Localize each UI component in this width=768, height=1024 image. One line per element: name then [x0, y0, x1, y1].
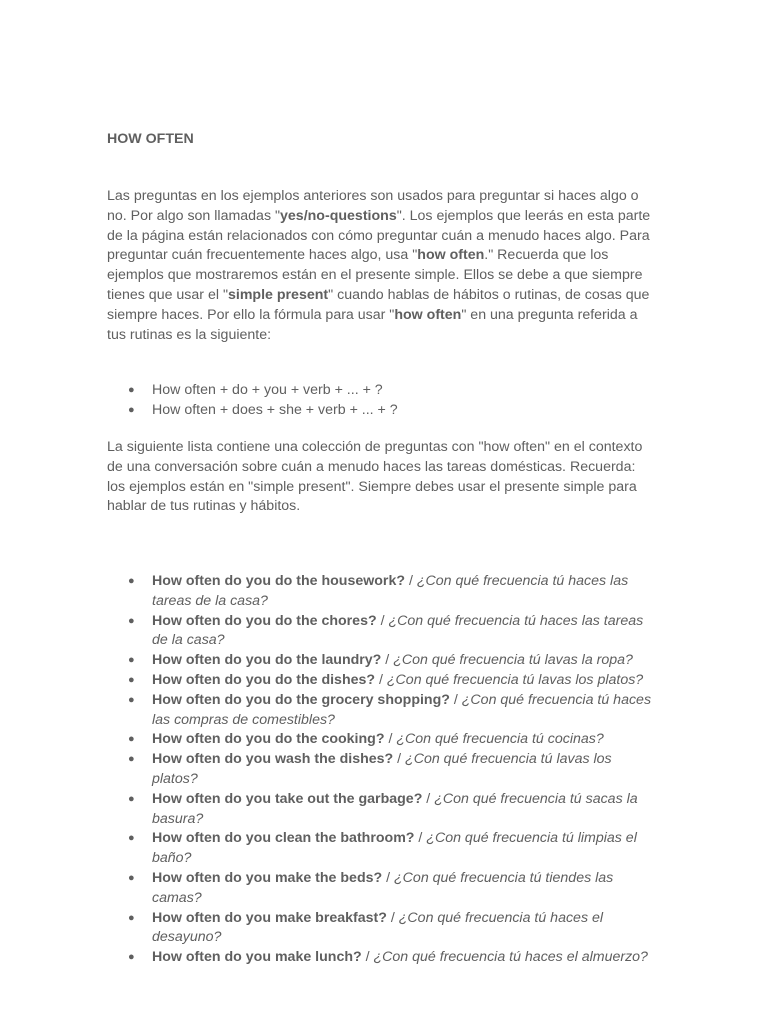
separator: /	[384, 731, 397, 748]
formula-list	[107, 381, 655, 421]
question-spanish: ¿Con qué frecuencia tú haces las tareas de la casa?	[152, 612, 644, 649]
list-item	[107, 612, 655, 652]
question-spanish: ¿Con qué frecuencia tú haces el desayuno?	[152, 909, 604, 946]
question-spanish: ¿Con qué frecuencia tú lavas la ropa?	[393, 652, 633, 669]
list-item	[107, 572, 655, 612]
section-heading: HOW OFTEN	[107, 131, 194, 147]
question-spanish: ¿Con qué frecuencia tú cocinas?	[396, 731, 604, 748]
question-spanish: ¿Con qué frecuencia tú limpias el baño?	[152, 830, 637, 867]
list-item	[107, 651, 655, 671]
bullet-icon: ●	[128, 792, 135, 805]
list-item	[107, 948, 655, 968]
bullet-icon: ●	[128, 693, 135, 706]
question-english: How often do you take out the garbage?	[152, 790, 423, 807]
second-paragraph: La siguiente lista contiene una colección de preguntas con "how often" en el contexto de una conversación sobre cuán a menudo haces las tareas domésticas. Recuerda: los ejemplos están en "simple present". Siempre debes usar el presente simple para hablar de tus rutinas y hábitos.	[107, 439, 643, 515]
bullet-icon: ●	[128, 871, 135, 884]
question-english: How often do you clean the bathroom?	[152, 830, 415, 847]
question-english: How often do you make breakfast?	[152, 909, 387, 926]
question-spanish: ¿Con qué frecuencia tú lavas los platos?	[386, 671, 644, 688]
question-english: How often do you do the laundry?	[152, 652, 382, 669]
question-list	[107, 572, 655, 968]
separator: /	[405, 573, 417, 589]
separator: /	[386, 909, 399, 926]
question-spanish: ¿Con qué frecuencia tú haces el almuerzo?	[373, 949, 648, 966]
formula-item	[107, 401, 655, 421]
list-item	[107, 671, 655, 691]
question-english: How often do you do the housework?	[152, 573, 405, 589]
intro-bold-simple-present: simple present	[227, 286, 329, 303]
separator: /	[422, 790, 435, 807]
bullet-icon: ●	[128, 911, 135, 924]
list-item	[107, 869, 655, 909]
intro-bold-how-often-2: how often	[394, 306, 462, 323]
question-spanish: ¿Con qué frecuencia tú tiendes las camas?	[152, 869, 614, 906]
formula-text: How often + do + you + verb + ... + ?	[152, 382, 383, 398]
bullet-icon: ●	[128, 614, 135, 627]
list-item	[107, 730, 655, 750]
bullet-icon: ●	[128, 951, 135, 964]
separator: /	[414, 830, 427, 847]
bullet-icon: ●	[128, 403, 135, 416]
separator: /	[382, 869, 395, 886]
intro-bold-how-often: how often	[417, 247, 485, 264]
question-spanish: ¿Con qué frecuencia tú lavas los platos?	[152, 751, 612, 787]
separator: /	[376, 612, 389, 629]
intro-text-4: " cuando hablas de hábitos o rutinas, de cosas que siempre haces. Por ello la fórmula para usar "	[107, 286, 650, 323]
formula-item	[107, 381, 655, 401]
list-item	[107, 790, 655, 830]
intro-paragraph	[107, 187, 655, 345]
list-item	[107, 691, 655, 731]
question-spanish: ¿Con qué frecuencia tú haces las compras de comestibles?	[152, 691, 652, 728]
question-english: How often do you make lunch?	[152, 949, 362, 966]
formula-text: How often + does + she + verb + ... + ?	[152, 401, 398, 418]
intro-text-5: " en una pregunta referida a tus rutinas es la siguiente:	[107, 306, 638, 343]
intro-bold-yes-no-questions: yes/no-questions	[280, 207, 397, 224]
question-spanish: ¿Con qué frecuencia tú sacas la basura?	[152, 790, 638, 827]
intro-text-3: ." Recuerda que los ejemplos que mostraremos están en el presente simple. Ellos se debe a que siempre tienes que usar el "	[107, 247, 643, 303]
intro-text-2: ". Los ejemplos que leerás en esta parte de la página están relacionados con cómo preguntar cuán a menudo haces algo. Para preguntar cuán frecuentemente haces algo, usa "	[107, 207, 651, 264]
separator: /	[381, 652, 394, 669]
question-english: How often do you wash the dishes?	[152, 751, 394, 768]
list-item	[107, 750, 655, 790]
question-spanish: ¿Con qué frecuencia tú haces las tareas de la casa?	[152, 573, 629, 609]
separator: /	[375, 671, 387, 688]
question-english: How often do you do the chores?	[152, 612, 377, 629]
bullet-icon: ●	[128, 733, 135, 746]
question-english: How often do you do the cooking?	[152, 731, 385, 748]
bullet-icon: ●	[128, 673, 135, 686]
bullet-icon: ●	[128, 575, 135, 587]
separator: /	[361, 949, 374, 966]
question-english: How often do you do the dishes?	[152, 671, 376, 688]
separator: /	[393, 751, 406, 768]
bullet-icon: ●	[128, 654, 135, 667]
list-item	[107, 909, 655, 949]
list-item	[107, 829, 655, 869]
bullet-icon: ●	[128, 832, 135, 845]
bullet-icon: ●	[128, 384, 135, 396]
question-english: How often do you make the beds?	[152, 869, 383, 886]
intro-text-1: Las preguntas en los ejemplos anteriores son usados para preguntar si haces algo o no. Por algo son llamadas "	[107, 188, 639, 224]
question-english: How often do you do the grocery shopping?	[152, 691, 450, 708]
separator: /	[449, 691, 462, 708]
bullet-icon: ●	[128, 753, 135, 766]
